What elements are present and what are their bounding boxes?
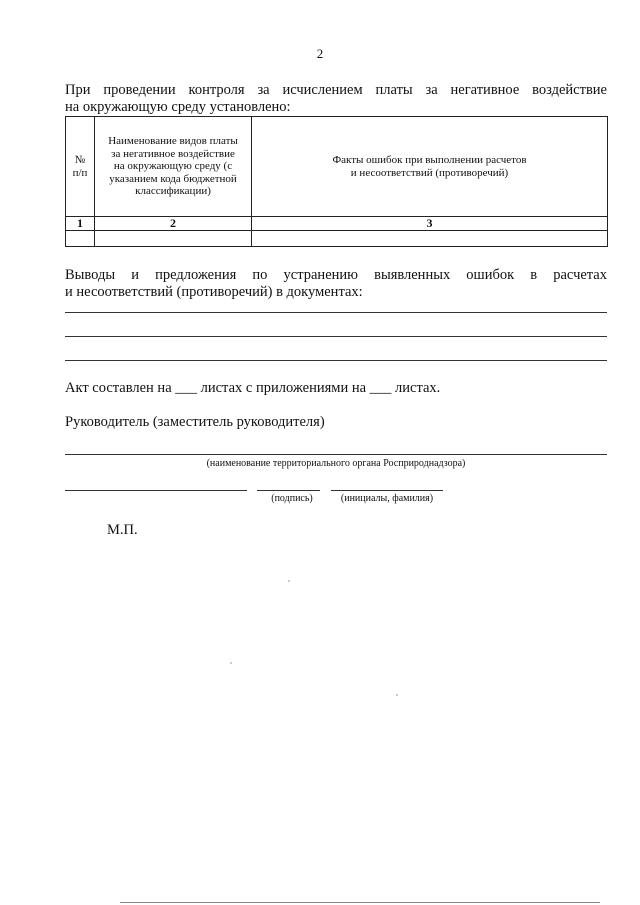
column-number-2: 2 — [95, 217, 252, 231]
intro-line-2: на окружающую среду установлено: — [65, 99, 291, 115]
table-cell — [95, 231, 252, 247]
intro-line-1: При проведении контроля за исчислением платы за негативное воздействие — [65, 82, 607, 98]
table-row-numbers — [66, 217, 608, 231]
table-row — [66, 231, 608, 247]
conclusions-paragraph — [65, 267, 607, 301]
org-name-caption: (наименование территориального органа Росприроднадзора) — [206, 458, 466, 469]
conclusions-line-2: и несоответствий (противоречий) в документах: — [65, 284, 363, 300]
initials-line — [331, 490, 443, 491]
intro-paragraph — [65, 82, 607, 116]
conclusions-rule-2 — [65, 336, 607, 337]
page-number: 2 — [316, 46, 324, 61]
initials-caption: (инициалы, фамилия) — [340, 493, 434, 504]
conclusions-rule-1 — [65, 312, 607, 313]
conclusions-rule-3 — [65, 360, 607, 361]
scan-speck — [396, 694, 398, 696]
errors-table — [65, 116, 608, 247]
stamp-place-label: М.П. — [107, 522, 138, 538]
column-number-1: 1 — [66, 217, 95, 231]
org-name-line — [65, 454, 607, 455]
conclusions-line-1: Выводы и предложения по устранению выявленных ошибок в расчетах — [65, 267, 607, 283]
head-label: Руководитель (заместитель руководителя) — [65, 414, 325, 430]
position-line — [65, 490, 247, 491]
table-cell — [252, 231, 608, 247]
column-number-3: 3 — [252, 217, 608, 231]
signature-line — [257, 490, 320, 491]
header-number: № п/п — [66, 117, 95, 217]
act-statement: Акт составлен на ___ листах с приложениями на ___ листах. — [65, 380, 441, 396]
table-header-row — [66, 117, 608, 217]
scan-edge-line — [120, 902, 600, 903]
header-payment-types: Наименование видов платы за негативное воздействие на окружающую среду (с указанием кода бюджетной классификации) — [95, 117, 252, 217]
scan-speck — [288, 580, 290, 582]
signature-caption: (подпись) — [271, 493, 313, 504]
header-error-facts: Факты ошибок при выполнении расчетов и несоответствий (противоречий) — [252, 117, 608, 217]
table-cell — [66, 231, 95, 247]
scan-speck — [230, 662, 232, 664]
